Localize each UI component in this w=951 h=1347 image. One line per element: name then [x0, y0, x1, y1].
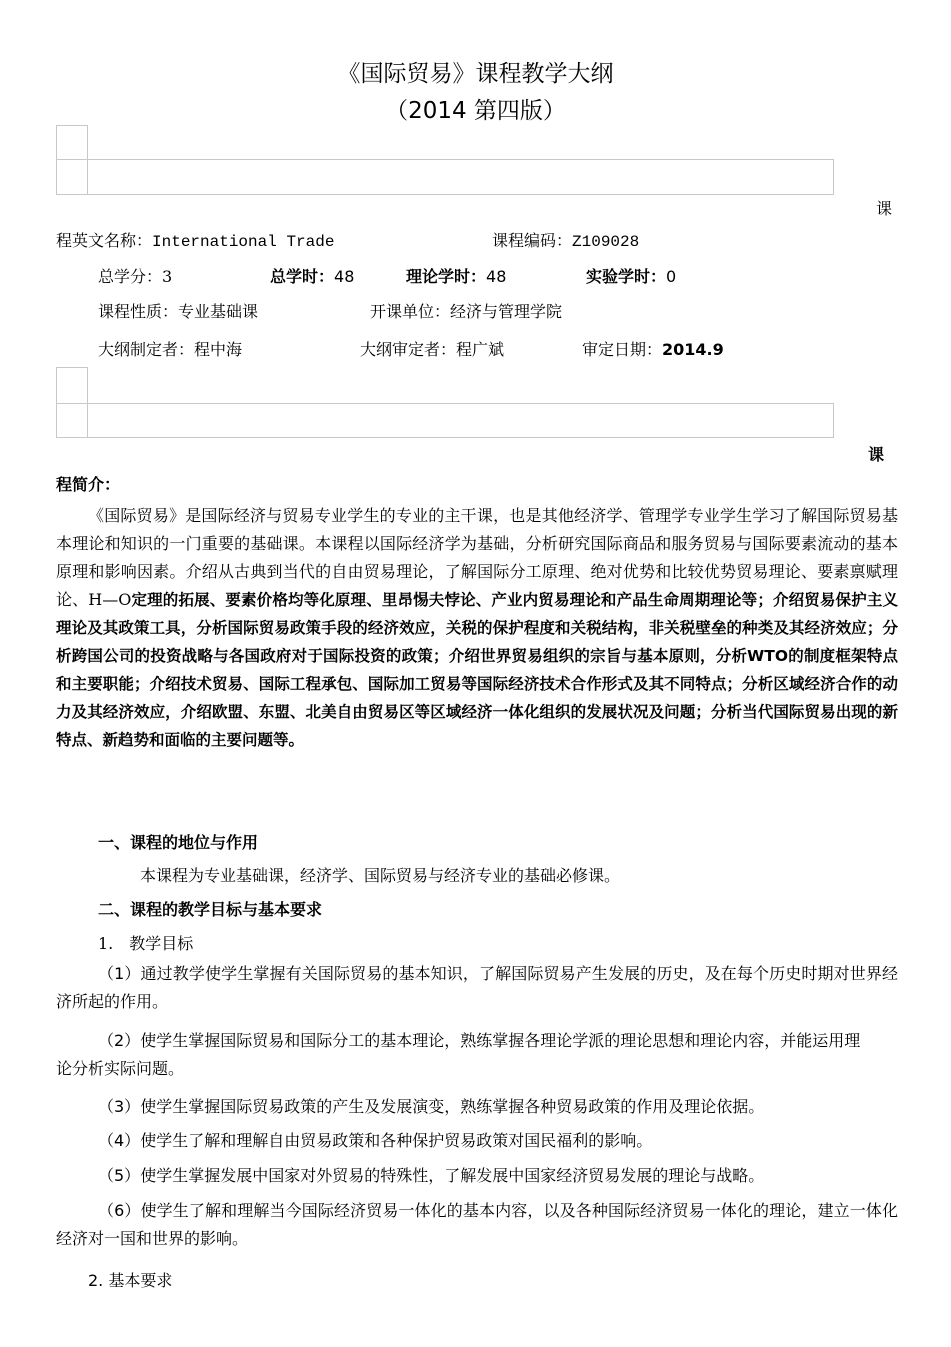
objective-item [56, 1162, 898, 1190]
unit-label: 开课单位： [370, 302, 451, 321]
intro-heading: 程简介： [56, 475, 121, 494]
empty-cell [56, 403, 88, 438]
objective-num: （2） [98, 1031, 141, 1050]
sub2-num: 2. [88, 1271, 104, 1290]
lab-hours-label: 实验学时： [586, 267, 667, 286]
empty-cell [56, 125, 88, 160]
author-value: 程中海 [194, 340, 243, 359]
objective-item [56, 1027, 874, 1083]
lab-hours-value: 0 [666, 267, 677, 286]
lab-hours-field [586, 264, 676, 287]
objective-text: 使学生掌握发展中国家对外贸易的特殊性，了解发展中国家经济贸易发展的理论与战略。 [140, 1166, 765, 1185]
intro-text-bold: 定理的拓展、要素价格均等化原理、里昂惕夫悖论、产业内贸易理论和产品生命周期理论等；介绍贸易保护主义理论及其政策工具，分析国际贸易政策手段的经济效应，关税的保护程度和关税结构，非关税壁垒的种类及其经济效应；分析跨国公司的投资战略与各国政府对于国际投资的政策；介绍世界贸易组织的宗旨与基本原则，分析WTO的制度框架特点和主要职能；介绍技术贸易、国际工程承包、国际加工贸易等国际经济技术合作形式及其不同特点；分析区域经济合作的动力及其经济效应，介绍欧盟、东盟、北美自由贸易区等区域经济一体化组织的发展状况及问题；分析当代国际贸易出现的新特点、新趋势和面临的主要问题等。 [56, 591, 898, 749]
course-code-value: Z109028 [572, 233, 640, 251]
nature-value: 专业基础课 [178, 302, 259, 321]
objective-item [56, 1197, 898, 1253]
course-code-label: 课程编码： [492, 231, 573, 250]
document-edition: （2014 第四版） [385, 98, 566, 124]
objective-item [56, 960, 898, 1016]
objective-item [56, 1093, 898, 1121]
intro-paragraph [56, 502, 898, 754]
section1-text: 本课程为专业基础课，经济学、国际贸易与经济专业的基础必修课。 [140, 866, 621, 885]
credits-label: 总学分： [98, 267, 163, 286]
reviewer-field [360, 337, 504, 360]
empty-field-box [87, 403, 834, 438]
author-field [98, 337, 242, 360]
document-title: 《国际贸易》课程教学大纲 [337, 61, 614, 87]
theory-hours-value: 48 [486, 267, 507, 286]
reviewer-value: 程广斌 [456, 340, 505, 359]
objective-num: （1） [98, 964, 141, 983]
nature-label: 课程性质： [98, 302, 179, 321]
unit-value: 经济与管理学院 [450, 302, 563, 321]
section2-sub1: 1. 教学目标 [98, 934, 194, 953]
english-name-row [56, 228, 334, 251]
ke-fragment: 课 [876, 199, 893, 218]
credits-value: 3 [162, 267, 173, 286]
objective-text: 使学生掌握国际贸易和国际分工的基本理论，熟练掌握各理论学派的理论思想和理论内容，并能运用理论分析实际问题。 [56, 1031, 861, 1078]
author-label: 大纲制定者： [98, 340, 195, 359]
intro-text: 《国际贸易》是国际经济与贸易专业学生的专业的主干课，也是其他经济学、管理学专业学生学习了解国际贸易基本理论和知识的一门重要的基础课。本课程以国际经济学为基础，分析研究国际商品和服务贸易与国际要素流动的基本原理和影响因素。介绍从古典到当代的自由贸易理论，了解国际分工原理、绝对优势和比较优势贸易理论、要素禀赋理论、H—O [56, 506, 898, 609]
unit-field [370, 299, 562, 322]
objective-item [56, 1127, 898, 1155]
ke-fragment: 课 [868, 445, 885, 464]
total-hours-field [270, 264, 354, 287]
review-date-value: 2014.9 [662, 340, 724, 359]
nature-field [98, 299, 258, 322]
empty-field-box [87, 159, 834, 195]
review-date-field [582, 337, 724, 360]
empty-cell [56, 367, 88, 404]
empty-cell [56, 159, 88, 195]
section2-heading: 二、课程的教学目标与基本要求 [98, 900, 323, 919]
section2-sub2 [88, 1268, 172, 1291]
sub2-text: 基本要求 [108, 1271, 173, 1290]
english-name-label: 程英文名称： [56, 231, 153, 250]
review-date-label: 审定日期： [582, 340, 663, 359]
reviewer-label: 大纲审定者： [360, 340, 457, 359]
english-name-value: International Trade [152, 233, 335, 251]
objective-text: 使学生掌握国际贸易政策的产生及发展演变，熟练掌握各种贸易政策的作用及理论依据。 [140, 1097, 765, 1116]
total-hours-value: 48 [334, 267, 355, 286]
objective-num: （6） [98, 1201, 141, 1220]
objective-text: 使学生了解和理解自由贸易政策和各种保护贸易政策对国民福利的影响。 [140, 1131, 653, 1150]
total-hours-label: 总学时： [270, 267, 335, 286]
objective-num: （3） [98, 1097, 141, 1116]
course-code-row [492, 228, 639, 251]
objective-text: 使学生了解和理解当今国际经济贸易一体化的基本内容，以及各种国际经济贸易一体化的理论，建立一体化经济对一国和世界的影响。 [56, 1201, 898, 1248]
theory-hours-label: 理论学时： [406, 267, 487, 286]
theory-hours-field [406, 264, 506, 287]
objective-num: （4） [98, 1131, 141, 1150]
objective-text: 通过教学使学生掌握有关国际贸易的基本知识，了解国际贸易产生发展的历史，及在每个历史时期对世界经济所起的作用。 [56, 964, 898, 1011]
credits-field [98, 264, 172, 287]
objective-num: （5） [98, 1166, 141, 1185]
section1-heading: 一、课程的地位与作用 [98, 833, 259, 852]
